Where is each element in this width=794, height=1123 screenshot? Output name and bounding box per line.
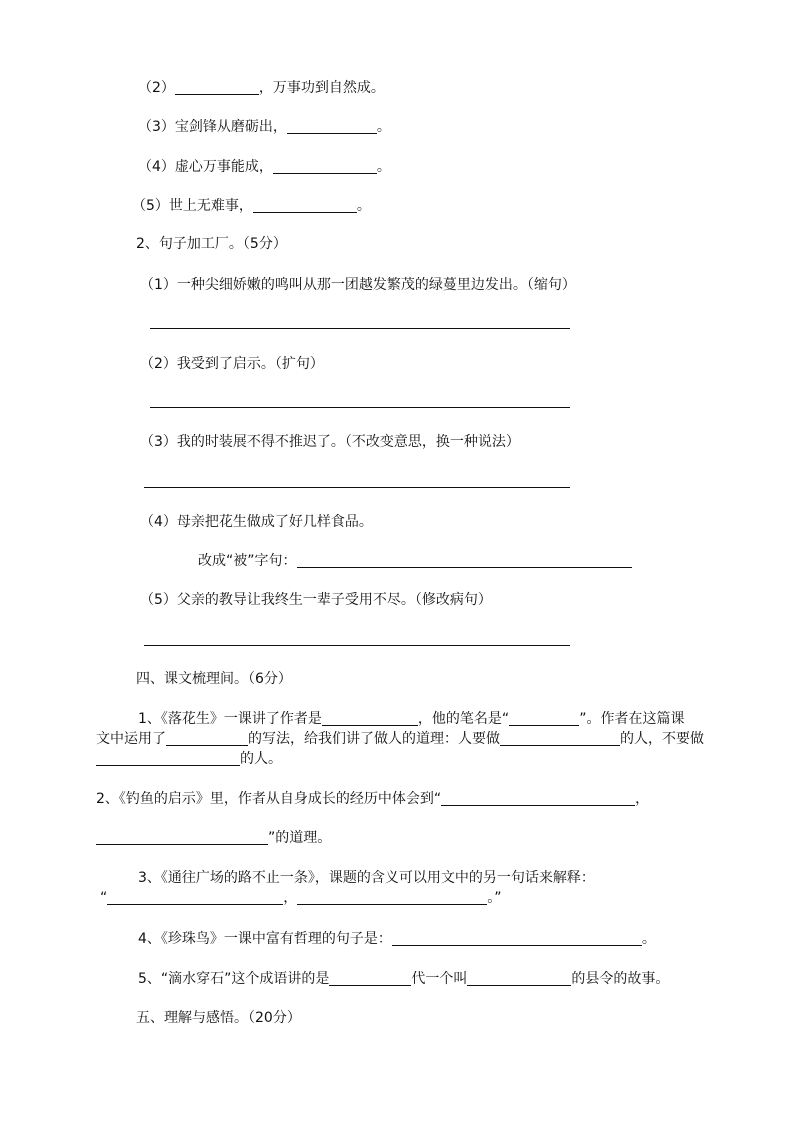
item-text: ， <box>635 791 650 807</box>
punctuation: 。 <box>356 198 371 214</box>
item-text: 的人。 <box>240 751 282 767</box>
question-4-sub <box>198 551 632 571</box>
item-4 <box>138 929 656 949</box>
answer-blank[interactable] <box>509 710 579 726</box>
answer-blank[interactable] <box>297 889 487 905</box>
question-3: （3）我的时装展不得不推迟了。（不改变意思，换一种说法） <box>140 434 520 450</box>
item-text: 4、《珍珠鸟》一课中富有哲理的句子是： <box>138 931 392 947</box>
item-1-line-1 <box>138 709 684 729</box>
answer-blank[interactable] <box>96 829 268 845</box>
answer-blank[interactable] <box>329 970 411 986</box>
instruction-text: 改成“被”字句： <box>198 553 297 569</box>
question-1: （1）一种尖细娇嫩的鸣叫从那一团越发繁茂的绿蔓里边发出。（缩句） <box>140 277 576 293</box>
section-5-heading: 五、理解与感悟。（20分） <box>136 1010 301 1026</box>
item-text: 5、“滴水穿石”这个成语讲的是 <box>138 971 330 987</box>
answer-blank[interactable] <box>297 552 632 568</box>
proverb-text: 宝剑锋从磨砺出， <box>174 119 287 135</box>
item-text: ”的道理。 <box>268 830 332 846</box>
answer-blank[interactable] <box>287 118 377 134</box>
answer-blank[interactable] <box>96 750 240 766</box>
item-2-line-1 <box>96 789 649 809</box>
item-text: 代一个叫 <box>411 971 468 987</box>
proverb-2 <box>138 78 385 98</box>
punctuation: 。 <box>376 159 391 175</box>
answer-blank[interactable] <box>253 197 357 213</box>
answer-blank[interactable] <box>273 158 377 174</box>
item-text: 2、《钓鱼的启示》里，作者从自身成长的经历中体会到“ <box>96 791 442 807</box>
proverb-3 <box>138 117 391 137</box>
item-number: （5） <box>132 198 169 214</box>
answer-blank[interactable] <box>166 730 248 746</box>
question-4: （4）母亲把花生做成了好几样食品。 <box>140 514 373 530</box>
item-text: 。” <box>487 890 502 906</box>
answer-blank[interactable] <box>467 970 571 986</box>
question-5: （5）父亲的教导让我终生一辈子受用不尽。（修改病句） <box>140 592 492 608</box>
proverb-5 <box>132 196 371 216</box>
item-2-line-2 <box>96 828 331 848</box>
answer-line-1[interactable] <box>150 328 570 329</box>
answer-line-3[interactable] <box>144 487 570 488</box>
answer-blank[interactable] <box>500 730 620 746</box>
item-text: “ <box>100 890 108 906</box>
answer-line-5[interactable] <box>144 645 570 646</box>
item-text: ， <box>283 890 298 906</box>
answer-blank[interactable] <box>392 930 642 946</box>
item-3-line-2 <box>100 888 502 908</box>
section-2-heading: 2、句子加工厂。（5分） <box>136 236 287 252</box>
item-text: 的写法，给我们讲了做人的道理：人要做 <box>248 731 500 747</box>
item-number: （3） <box>138 119 175 135</box>
proverb-4 <box>138 157 391 177</box>
question-2: （2）我受到了启示。（扩句） <box>140 356 324 372</box>
item-text: ”。作者在这篇课 <box>579 711 685 727</box>
item-5 <box>138 969 669 989</box>
punctuation: 。 <box>641 931 656 947</box>
item-number: （4） <box>138 159 175 175</box>
item-1-line-3 <box>96 749 282 769</box>
proverb-text: ，万事功到自然成。 <box>258 80 385 96</box>
item-text: 的人，不要做 <box>620 731 704 747</box>
item-number: （2） <box>138 80 175 96</box>
item-3-line-1: 3、《通往广场的路不止一条》，课题的含义可以用文中的另一句话来解释： <box>138 870 595 886</box>
section-4-heading: 四、课文梳理间。（6分） <box>136 671 292 687</box>
proverb-text: 虚心万事能成， <box>174 159 273 175</box>
item-text: 文中运用了 <box>96 731 166 747</box>
answer-line-2[interactable] <box>150 407 570 408</box>
proverb-text: 世上无难事， <box>168 198 253 214</box>
answer-blank[interactable] <box>107 889 283 905</box>
item-text: 的县令的故事。 <box>571 971 670 987</box>
answer-blank[interactable] <box>175 79 259 95</box>
item-text: ，他的笔名是“ <box>417 711 510 727</box>
punctuation: 。 <box>376 119 391 135</box>
item-1-line-2 <box>96 729 704 749</box>
item-text: 1、《落花生》一课讲了作者是 <box>138 711 322 727</box>
answer-blank[interactable] <box>322 710 418 726</box>
answer-blank[interactable] <box>441 790 635 806</box>
